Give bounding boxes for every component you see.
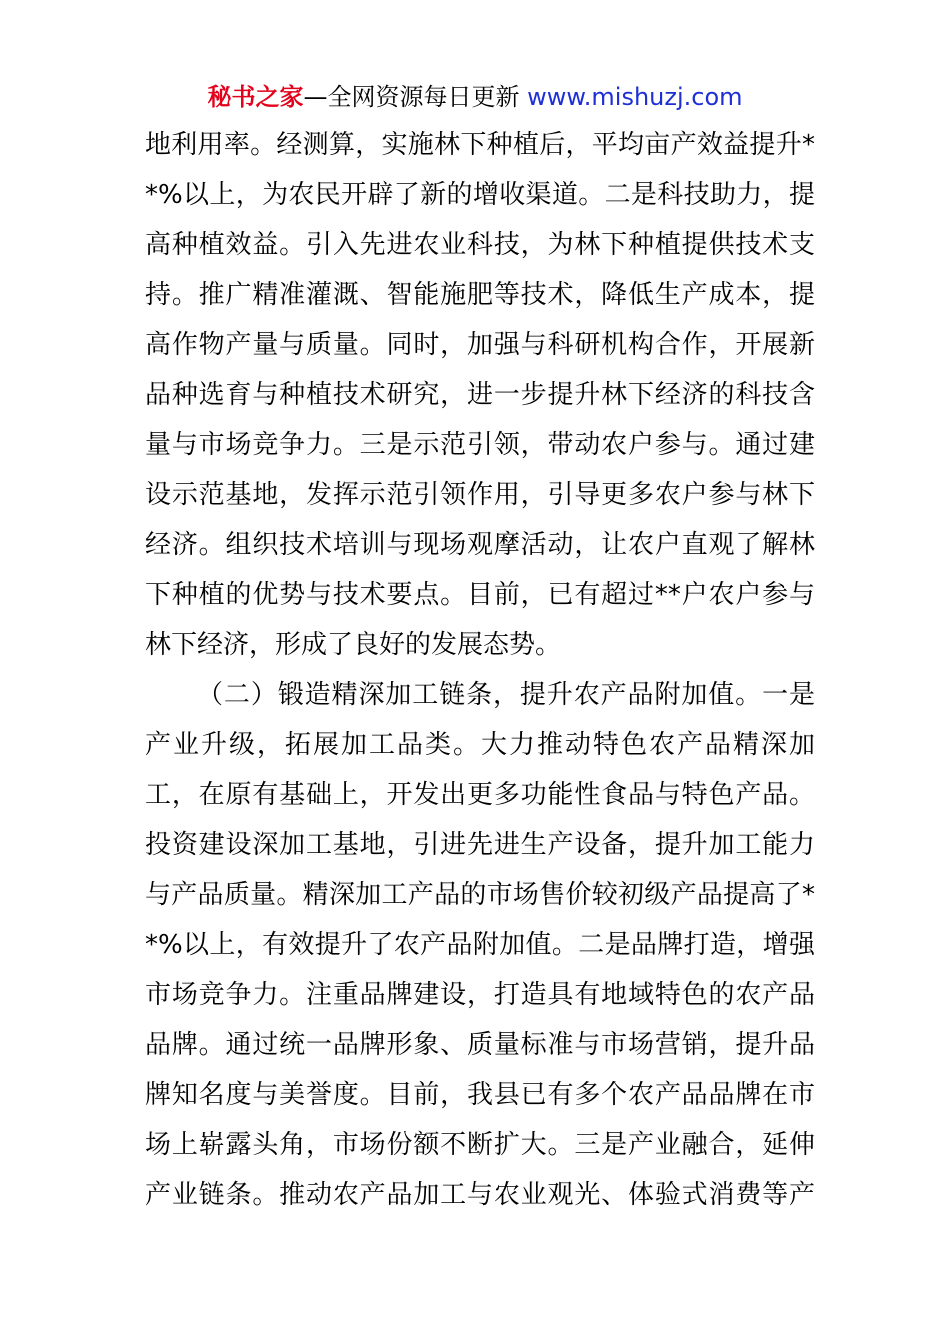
site-header <box>0 80 950 114</box>
text-line: 市场竞争力。注重品牌建设，打造具有地域特色的农产品 <box>145 980 815 1010</box>
brand-name: 秘书之家 <box>207 83 304 111</box>
text-line: 场上崭露头角，市场份额不断扩大。三是产业融合，延伸 <box>145 1130 815 1160</box>
text-line: 高作物产量与质量。同时，加强与科研机构合作，开展新 <box>145 330 815 360</box>
header-tagline: —全网资源每日更新 <box>303 83 528 111</box>
text-line: 下种植的优势与技术要点。目前，已有超过**户农户参与 <box>145 580 815 610</box>
section-heading-line: （二）锻造精深加工链条，提升农产品附加值。一是 <box>197 680 815 710</box>
site-url-link[interactable]: www.mishuzj.com <box>527 83 743 111</box>
text-line: 地利用率。经测算，实施林下种植后，平均亩产效益提升* <box>145 130 815 160</box>
text-line: 持。推广精准灌溉、智能施肥等技术，降低生产成本，提 <box>145 280 815 310</box>
text-line: 投资建设深加工基地，引进先进生产设备，提升加工能力 <box>145 830 815 860</box>
text-line: 设示范基地，发挥示范引领作用，引导更多农户参与林下 <box>145 480 815 510</box>
text-line: 品种选育与种植技术研究，进一步提升林下经济的科技含 <box>145 380 815 410</box>
text-line: 产业链条。推动农产品加工与农业观光、体验式消费等产 <box>145 1180 815 1210</box>
text-line: 牌知名度与美誉度。目前，我县已有多个农产品品牌在市 <box>145 1080 815 1110</box>
text-line: *%以上，有效提升了农产品附加值。二是品牌打造，增强 <box>145 930 815 960</box>
text-line: 工，在原有基础上，开发出更多功能性食品与特色产品。 <box>145 780 815 810</box>
text-line: 品牌。通过统一品牌形象、质量标准与市场营销，提升品 <box>145 1030 815 1060</box>
paragraph-last-line: 林下经济，形成了良好的发展态势。 <box>145 630 562 660</box>
text-line: 产业升级，拓展加工品类。大力推动特色农产品精深加 <box>145 730 815 760</box>
text-line: *%以上，为农民开辟了新的增收渠道。二是科技助力，提 <box>145 180 815 210</box>
text-line: 高种植效益。引入先进农业科技，为林下种植提供技术支 <box>145 230 815 260</box>
document-body <box>145 120 815 1220</box>
text-line: 量与市场竞争力。三是示范引领，带动农户参与。通过建 <box>145 430 815 460</box>
text-line: 经济。组织技术培训与现场观摩活动，让农户直观了解林 <box>145 530 815 560</box>
text-line: 与产品质量。精深加工产品的市场售价较初级产品提高了* <box>145 880 815 910</box>
